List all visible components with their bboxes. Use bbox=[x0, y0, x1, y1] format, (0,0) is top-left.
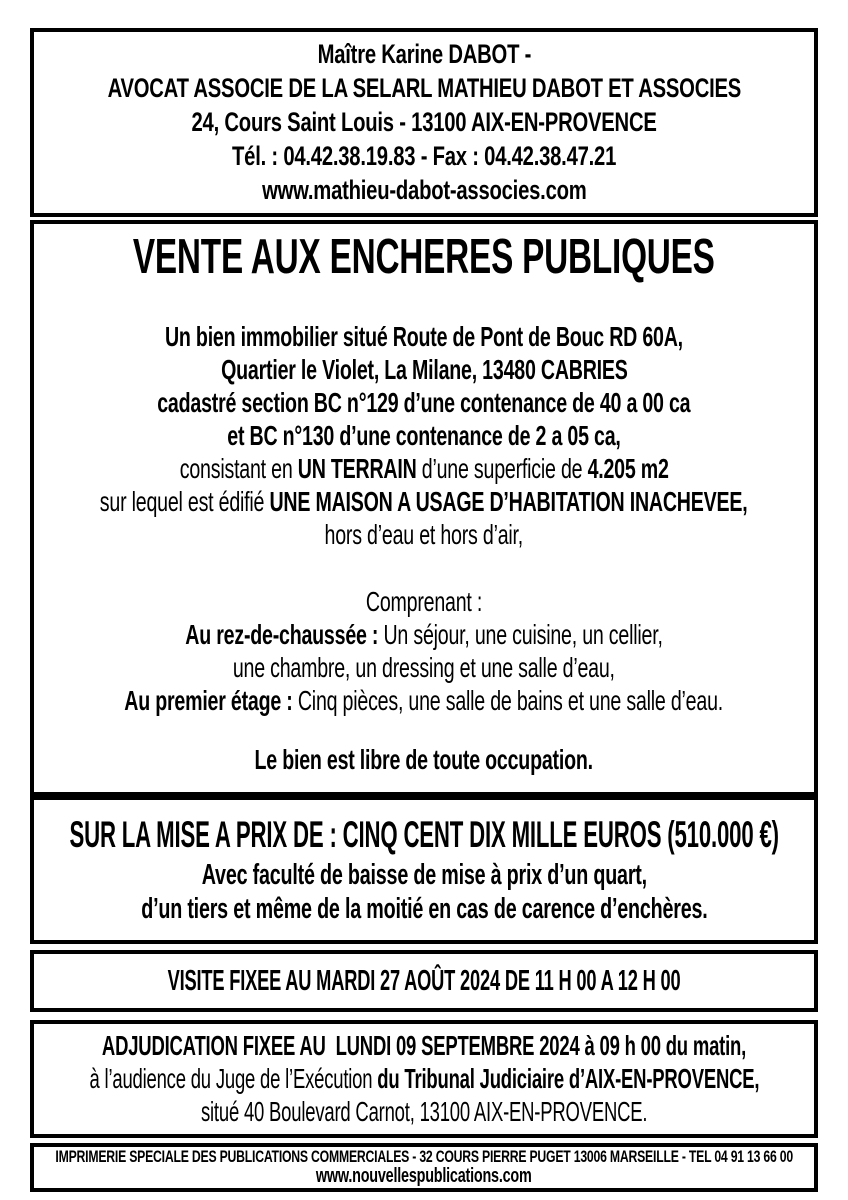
law-office-header-box bbox=[30, 28, 818, 217]
notice-title-line bbox=[34, 228, 814, 286]
property-line bbox=[34, 353, 814, 386]
property-district: Quartier le Violet, La Milane, 13480 CABRIES bbox=[220, 354, 628, 385]
cadastre-line-1: cadastré section BC n°129 d’une contenance de 40 a 00 ca bbox=[157, 387, 691, 418]
visit-schedule: VISITE FIXEE AU MARDI 27 AOÛT 2024 DE 11 H 00 A 12 H 00 bbox=[167, 965, 681, 997]
property-line bbox=[34, 320, 814, 353]
land-description: consistant en UN TERRAIN d’une superficie de 4.205 m2 bbox=[179, 453, 669, 484]
phone-fax-line bbox=[34, 139, 814, 173]
phone-fax: Tél. : 04.42.38.19.83 - Fax : 04.42.38.47.21 bbox=[231, 141, 617, 171]
office-website-line bbox=[34, 173, 814, 207]
starting-price-line bbox=[34, 812, 814, 858]
land-type: UN TERRAIN bbox=[297, 453, 417, 484]
composition-intro: Comprenant : bbox=[365, 586, 483, 617]
first-floor-description: Au premier étage : Cinq pièces, une salle de bains et une salle d’eau. bbox=[124, 685, 724, 716]
auction-date-box bbox=[30, 1020, 818, 1138]
printer-info: IMPRIMERIE SPECIALE DES PUBLICATIONS COMMERCIALES - 32 COURS PIERRE PUGET 13006 MARSEILLE - TEL 04 91 13 66 00 bbox=[55, 1147, 793, 1166]
office-address: 24, Cours Saint Louis - 13100 AIX-EN-PROVENCE bbox=[191, 107, 657, 137]
printer-website-line bbox=[34, 1166, 814, 1187]
land-area: 4.205 m2 bbox=[587, 453, 669, 484]
court-address: situé 40 Boulevard Carnot, 13100 AIX-EN-PROVENCE. bbox=[200, 1096, 648, 1127]
property-line bbox=[34, 386, 814, 419]
auction-date: ADJUDICATION FIXEE AU LUNDI 09 SEPTEMBRE 2024 à 09 h 00 du matin, bbox=[101, 1030, 747, 1061]
spacer bbox=[34, 551, 814, 585]
composition-intro-line bbox=[34, 585, 814, 618]
price-reduction-line bbox=[34, 892, 814, 926]
printer-website: www.nouvellespublications.com bbox=[316, 1165, 532, 1187]
printer-info-line bbox=[34, 1148, 814, 1166]
occupation-status-line bbox=[34, 743, 814, 776]
lawyer-name-line bbox=[34, 37, 814, 71]
ground-floor-description-2: une chambre, un dressing et une salle d’eau, bbox=[233, 652, 615, 683]
occupation-status: Le bien est libre de toute occupation. bbox=[254, 744, 594, 775]
building-type: UNE MAISON A USAGE D’HABITATION INACHEVEE, bbox=[269, 486, 748, 517]
composition-line bbox=[34, 651, 814, 684]
ground-floor-description: Au rez-de-chaussée : Un séjour, une cuisine, un cellier, bbox=[185, 619, 663, 650]
lawyer-name: Maître Karine DABOT - bbox=[317, 39, 531, 69]
composition-line bbox=[34, 618, 814, 651]
price-reduction-line bbox=[34, 858, 814, 892]
auction-court-line bbox=[34, 1062, 814, 1095]
auction-date-line bbox=[34, 1029, 814, 1062]
ground-floor-label: Au rez-de-chaussée : bbox=[185, 619, 384, 650]
auction-court: à l’audience du Juge de l’Exécution du Tribunal Judiciaire d’AIX-EN-PROVENCE, bbox=[89, 1063, 759, 1094]
notice-title: VENTE AUX ENCHERES PUBLIQUES bbox=[133, 230, 715, 284]
price-reduction-2: d’un tiers et même de la moitié en cas de carence d’enchères. bbox=[140, 893, 708, 925]
spacer bbox=[34, 286, 814, 320]
visit-schedule-line bbox=[34, 964, 814, 998]
property-line bbox=[34, 518, 814, 551]
court-name: du Tribunal Judiciaire d’AIX-EN-PROVENCE, bbox=[376, 1063, 759, 1094]
law-firm-name: AVOCAT ASSOCIE DE LA SELARL MATHIEU DABOT ET ASSOCIES bbox=[107, 73, 741, 103]
cadastre-line-2: et BC n°130 d’une contenance de 2 a 05 ca, bbox=[227, 420, 621, 451]
property-location: Un bien immobilier situé Route de Pont de Bouc RD 60A, bbox=[165, 321, 683, 352]
office-address-line bbox=[34, 105, 814, 139]
auction-notice-box bbox=[30, 220, 818, 796]
first-floor-label: Au premier étage : bbox=[124, 685, 299, 716]
starting-price: SUR LA MISE A PRIX DE : CINQ CENT DIX MILLE EUROS (510.000 €) bbox=[69, 814, 779, 855]
office-website: www.mathieu-dabot-associes.com bbox=[261, 175, 587, 205]
starting-price-box bbox=[30, 796, 818, 944]
law-firm-line bbox=[34, 71, 814, 105]
spacer bbox=[34, 717, 814, 743]
building-state: hors d’eau et hors d’air, bbox=[324, 519, 524, 550]
property-line bbox=[34, 419, 814, 452]
price-reduction-1: Avec faculté de baisse de mise à prix d’un quart, bbox=[201, 859, 647, 891]
court-address-line bbox=[34, 1095, 814, 1128]
property-line bbox=[34, 452, 814, 485]
property-line bbox=[34, 485, 814, 518]
legal-notice-page bbox=[0, 28, 848, 1200]
composition-line bbox=[34, 684, 814, 717]
visit-schedule-box bbox=[30, 950, 818, 1012]
printer-footer-box bbox=[30, 1143, 818, 1192]
building-description: sur lequel est édifié UNE MAISON A USAGE D’HABITATION INACHEVEE, bbox=[100, 486, 748, 517]
